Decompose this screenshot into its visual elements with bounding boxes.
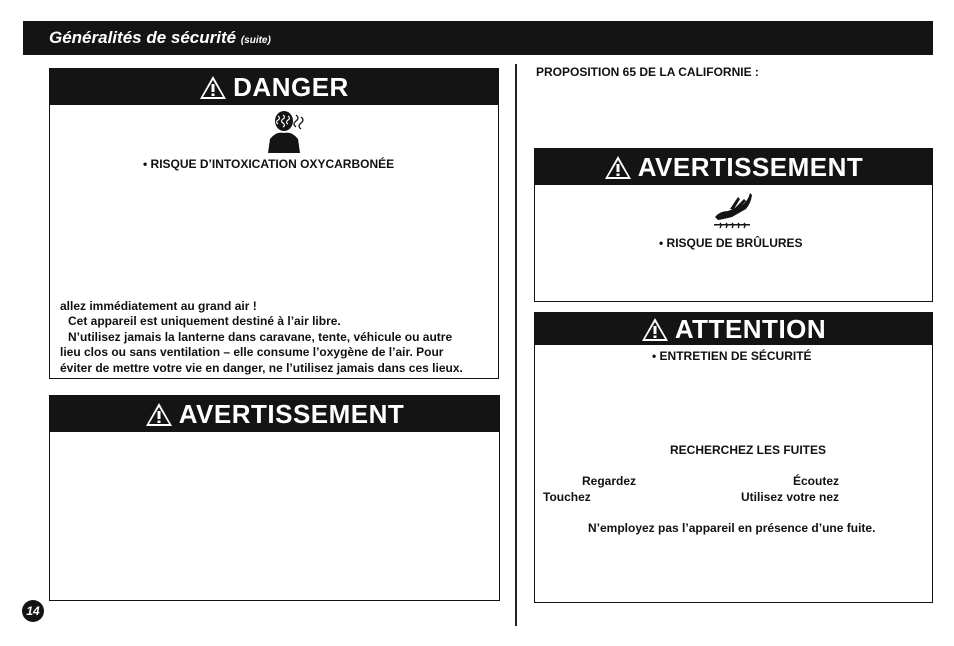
danger-line-5: éviter de mettre votre vie en danger, ne l’utilisez jamais dans ces lieux. — [60, 361, 463, 375]
warning-left-label: AVERTISSEMENT — [178, 398, 405, 429]
warning-right-header — [535, 149, 932, 185]
warning-right-risk: • RISQUE DE BRÛLURES — [659, 236, 803, 250]
warning-triangle-icon — [145, 402, 173, 427]
warning-box-right — [534, 148, 933, 302]
warning-right-label: AVERTISSEMENT — [637, 151, 864, 182]
section-title — [49, 28, 271, 48]
column-divider — [515, 64, 517, 626]
section-subtitle: (suite) — [240, 35, 271, 46]
danger-box — [49, 68, 499, 379]
person-fumes-icon — [264, 109, 310, 153]
leak-check-touch: Touchez — [543, 490, 591, 504]
section-title-text: Généralités de sécurité — [49, 28, 237, 47]
danger-line-1: allez immédiatement au grand air ! — [60, 299, 257, 313]
leak-check-look: Regardez — [582, 474, 637, 488]
leak-check-heading: RECHERCHEZ LES FUITES — [670, 443, 827, 457]
warning-left-header — [50, 396, 499, 432]
warning-triangle-icon — [604, 155, 632, 180]
leak-check-smell: Utilisez votre nez — [741, 490, 840, 504]
attention-box — [534, 312, 933, 603]
danger-header — [50, 69, 498, 105]
hand-burn-icon — [712, 187, 754, 229]
leak-no-use-note: N’employez pas l’appareil en présence d’une fuite. — [588, 521, 876, 535]
danger-line-3: N’utilisez jamais la lanterne dans caravane, tente, véhicule ou autre — [68, 330, 453, 344]
danger-line-4: lieu clos ou sans ventilation – elle consume l’oxygène de l’air. Pour — [60, 345, 444, 359]
danger-risk: • RISQUE D’INTOXICATION OXYCARBONÉE — [143, 157, 395, 171]
attention-header — [535, 313, 932, 345]
danger-label: DANGER — [233, 71, 349, 102]
attention-label: ATTENTION — [674, 313, 827, 344]
warning-triangle-icon — [641, 317, 669, 342]
warning-box-left — [49, 395, 500, 601]
danger-line-2: Cet appareil est uniquement destiné à l’air libre. — [68, 314, 341, 328]
page-number: 14 — [22, 600, 44, 622]
section-header — [23, 21, 933, 55]
proposition-65-title: PROPOSITION 65 DE LA CALIFORNIE : — [536, 65, 759, 79]
warning-triangle-icon — [199, 75, 227, 100]
attention-risk: • ENTRETIEN DE SÉCURITÉ — [652, 349, 812, 363]
leak-check-listen: Écoutez — [793, 474, 840, 488]
